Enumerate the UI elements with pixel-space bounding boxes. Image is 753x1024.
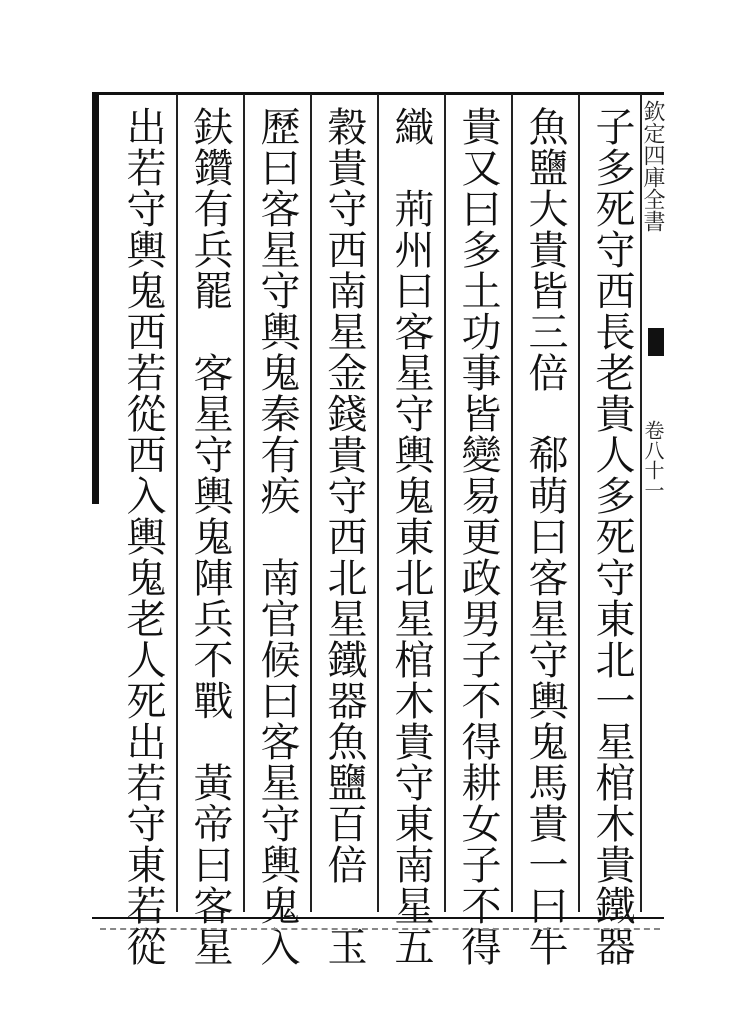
text-column-7: 鈇鑽有兵罷 客星守輿鬼陣兵不戰 黃帝曰客星 (187, 106, 233, 967)
juan-label: 卷八十一 (641, 420, 665, 500)
text-column-8: 出若守輿鬼西若從西入輿鬼老人死出若守東若從 (120, 106, 166, 967)
column-rule (511, 94, 513, 912)
column-rule (377, 94, 379, 912)
bottom-divider (100, 928, 660, 930)
text-column-3: 貴又曰多土功事皆變易更政男子不得耕女子不得 (455, 106, 501, 967)
text-column-2: 魚鹽大貴皆三倍 郗萌曰客星守輿鬼馬貴一曰牛 (522, 106, 568, 967)
column-rule (578, 94, 580, 912)
fishtail-mark (648, 328, 664, 356)
column-rule (444, 94, 446, 912)
text-column-5: 穀貴守西南星金錢貴守西北星鐵器魚鹽百倍 玉 (321, 106, 367, 967)
column-rule (176, 94, 178, 912)
column-rule (243, 94, 245, 912)
text-column-1: 子多死守西長老貴人多死守東北一星棺木貴鐵器 (589, 106, 635, 967)
column-rule (310, 94, 312, 912)
text-column-6: 歷曰客星守輿鬼秦有疾 南官候曰客星守輿鬼入 (254, 106, 300, 967)
frame-left-bar (92, 94, 99, 504)
text-column-4: 織 荊州曰客星守輿鬼東北星棺木貴守東南星五 (388, 106, 434, 967)
book-title: 欽定四庫全書 (640, 100, 665, 232)
